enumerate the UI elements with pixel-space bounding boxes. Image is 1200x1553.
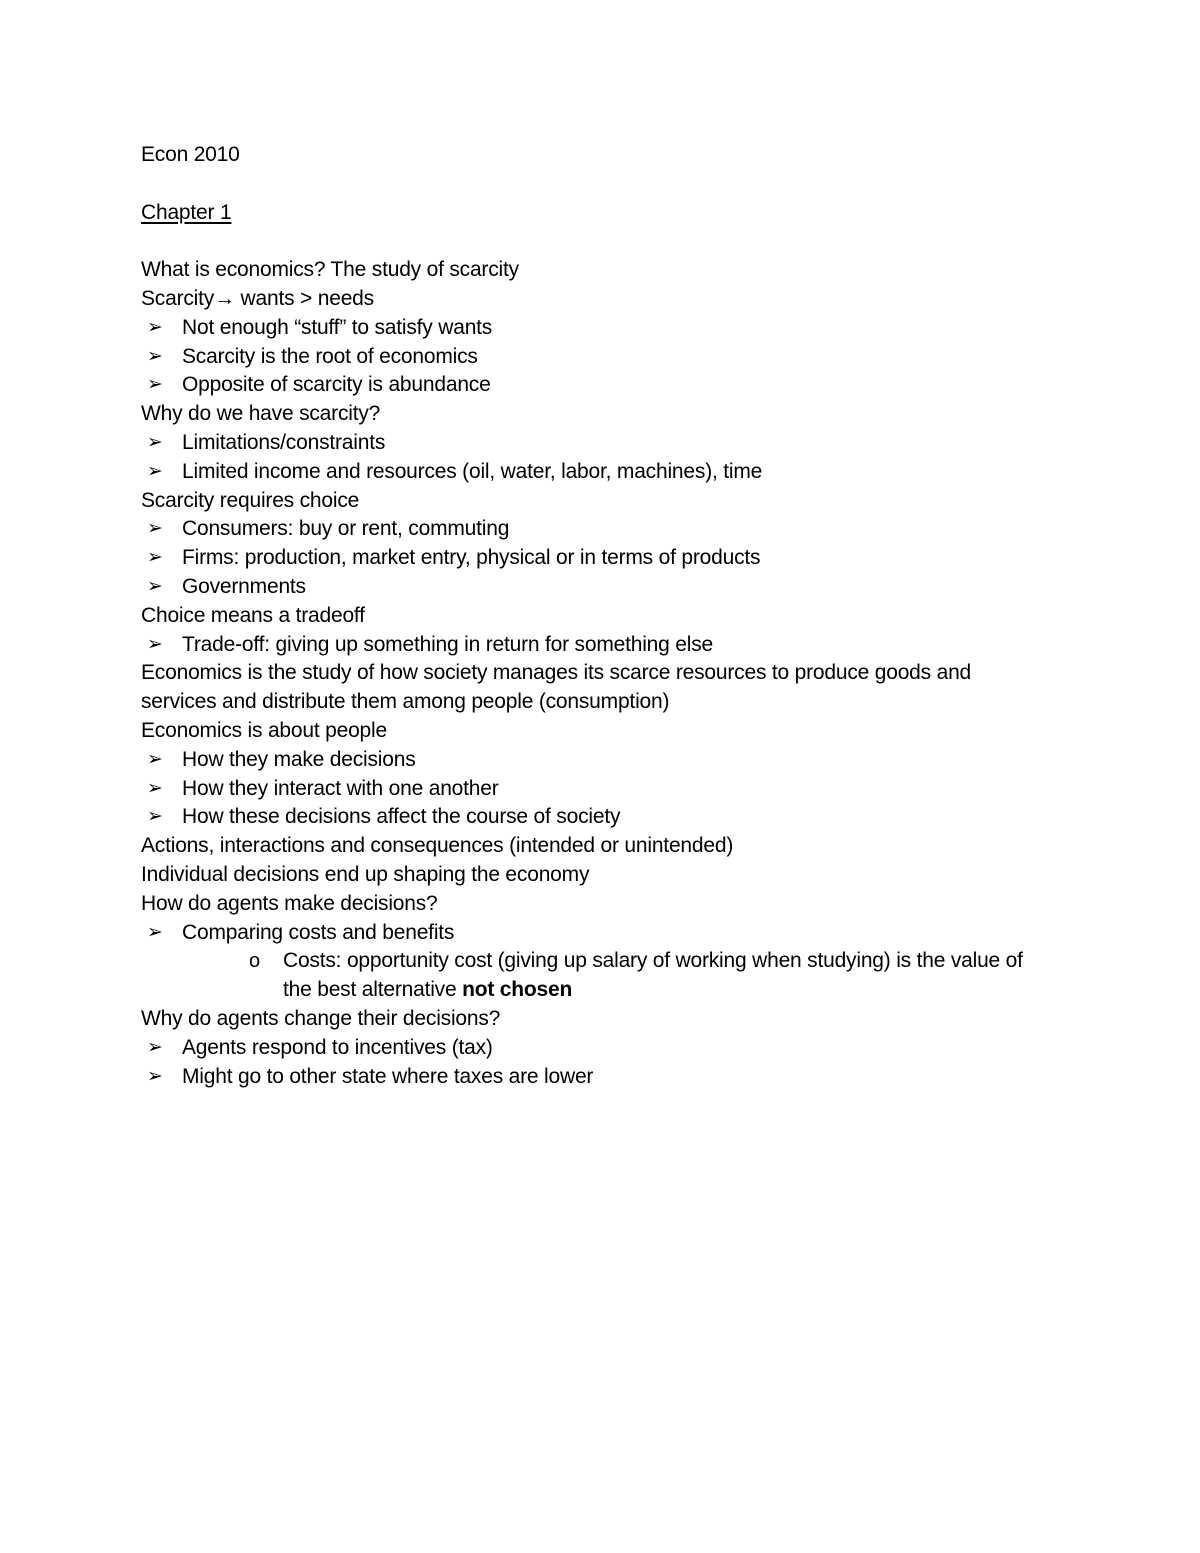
sub-bullet-item xyxy=(141,947,1051,1005)
arrowhead-bullet-icon: ➢ xyxy=(147,1036,163,1058)
bullet-item xyxy=(141,775,1051,804)
text-line: Economics is about people xyxy=(141,718,387,742)
arrowhead-bullet-icon: ➢ xyxy=(147,518,163,540)
text-line: Choice means a tradeoff xyxy=(141,603,365,627)
bullet-text: Trade-off: giving up something in return for something else xyxy=(182,632,713,656)
bullet-item xyxy=(141,371,1051,400)
emphasis-text: not chosen xyxy=(462,978,573,1002)
bullet-item xyxy=(141,746,1051,775)
arrowhead-bullet-icon: ➢ xyxy=(147,633,163,655)
spacer xyxy=(141,227,1051,256)
text-line: Actions, interactions and consequences (intended or unintended) xyxy=(141,834,734,858)
text-line xyxy=(141,285,1051,314)
text-fragment: Scarcity xyxy=(141,286,215,310)
spacer xyxy=(141,170,1051,199)
text-line: Why do we have scarcity? xyxy=(141,402,381,426)
hollow-circle-bullet-icon: o xyxy=(249,950,260,973)
bullet-text: Scarcity is the root of economics xyxy=(182,344,478,368)
arrowhead-bullet-icon: ➢ xyxy=(147,1065,163,1087)
text-line: How do agents make decisions? xyxy=(141,891,438,915)
text-fragment: wants > needs xyxy=(234,286,374,310)
sub-bullet-text: Costs: opportunity cost (giving up salary of working when studying) is the value of the best alternative xyxy=(283,949,1023,1002)
bullet-text: Agents respond to incentives (tax) xyxy=(182,1035,493,1059)
bullet-text: Might go to other state where taxes are lower xyxy=(182,1064,594,1088)
arrowhead-bullet-icon: ➢ xyxy=(147,374,163,396)
bullet-item xyxy=(141,314,1051,343)
document-page xyxy=(141,141,1051,1091)
bullet-text: How they make decisions xyxy=(182,747,416,771)
arrowhead-bullet-icon: ➢ xyxy=(147,316,163,338)
bullet-item xyxy=(141,573,1051,602)
arrowhead-bullet-icon: ➢ xyxy=(147,777,163,799)
bullet-item xyxy=(141,544,1051,573)
bullet-text: Limited income and resources (oil, water, labor, machines), time xyxy=(182,459,763,483)
arrowhead-bullet-icon: ➢ xyxy=(147,575,163,597)
paragraph: Economics is the study of how society manages its scarce resources to produce goods and services and distribute them among people (consumption) xyxy=(141,661,972,714)
arrowhead-bullet-icon: ➢ xyxy=(147,806,163,828)
arrowhead-bullet-icon: ➢ xyxy=(147,431,163,453)
arrowhead-bullet-icon: ➢ xyxy=(147,460,163,482)
bullet-text: Limitations/constraints xyxy=(182,430,386,454)
bullet-item xyxy=(141,631,1051,660)
bullet-item xyxy=(141,1063,1051,1092)
bullet-text: Not enough “stuff” to satisfy wants xyxy=(182,315,493,339)
arrowhead-bullet-icon: ➢ xyxy=(147,748,163,770)
text-line: Individual decisions end up shaping the economy xyxy=(141,862,590,886)
bullet-text: Comparing costs and benefits xyxy=(182,920,455,944)
bullet-item xyxy=(141,429,1051,458)
bullet-item xyxy=(141,458,1051,487)
bullet-text: Opposite of scarcity is abundance xyxy=(182,373,491,397)
chapter-heading: Chapter 1 xyxy=(141,200,232,224)
right-arrow-icon: → xyxy=(214,286,235,310)
bullet-item xyxy=(141,1034,1051,1063)
bullet-text: Consumers: buy or rent, commuting xyxy=(182,517,510,541)
bullet-item xyxy=(141,803,1051,832)
course-title: Econ 2010 xyxy=(141,143,240,166)
bullet-text: Governments xyxy=(182,574,306,598)
text-line: What is economics? The study of scarcity xyxy=(141,258,519,282)
text-line: Scarcity requires choice xyxy=(141,488,360,512)
arrowhead-bullet-icon: ➢ xyxy=(147,547,163,569)
bullet-item xyxy=(141,343,1051,372)
arrowhead-bullet-icon: ➢ xyxy=(147,921,163,943)
arrowhead-bullet-icon: ➢ xyxy=(147,345,163,367)
bullet-item xyxy=(141,919,1051,948)
bullet-text: How they interact with one another xyxy=(182,776,499,800)
bullet-text: How these decisions affect the course of society xyxy=(182,805,621,829)
bullet-item xyxy=(141,515,1051,544)
text-line: Why do agents change their decisions? xyxy=(141,1006,501,1030)
bullet-text: Firms: production, market entry, physical or in terms of products xyxy=(182,546,761,570)
